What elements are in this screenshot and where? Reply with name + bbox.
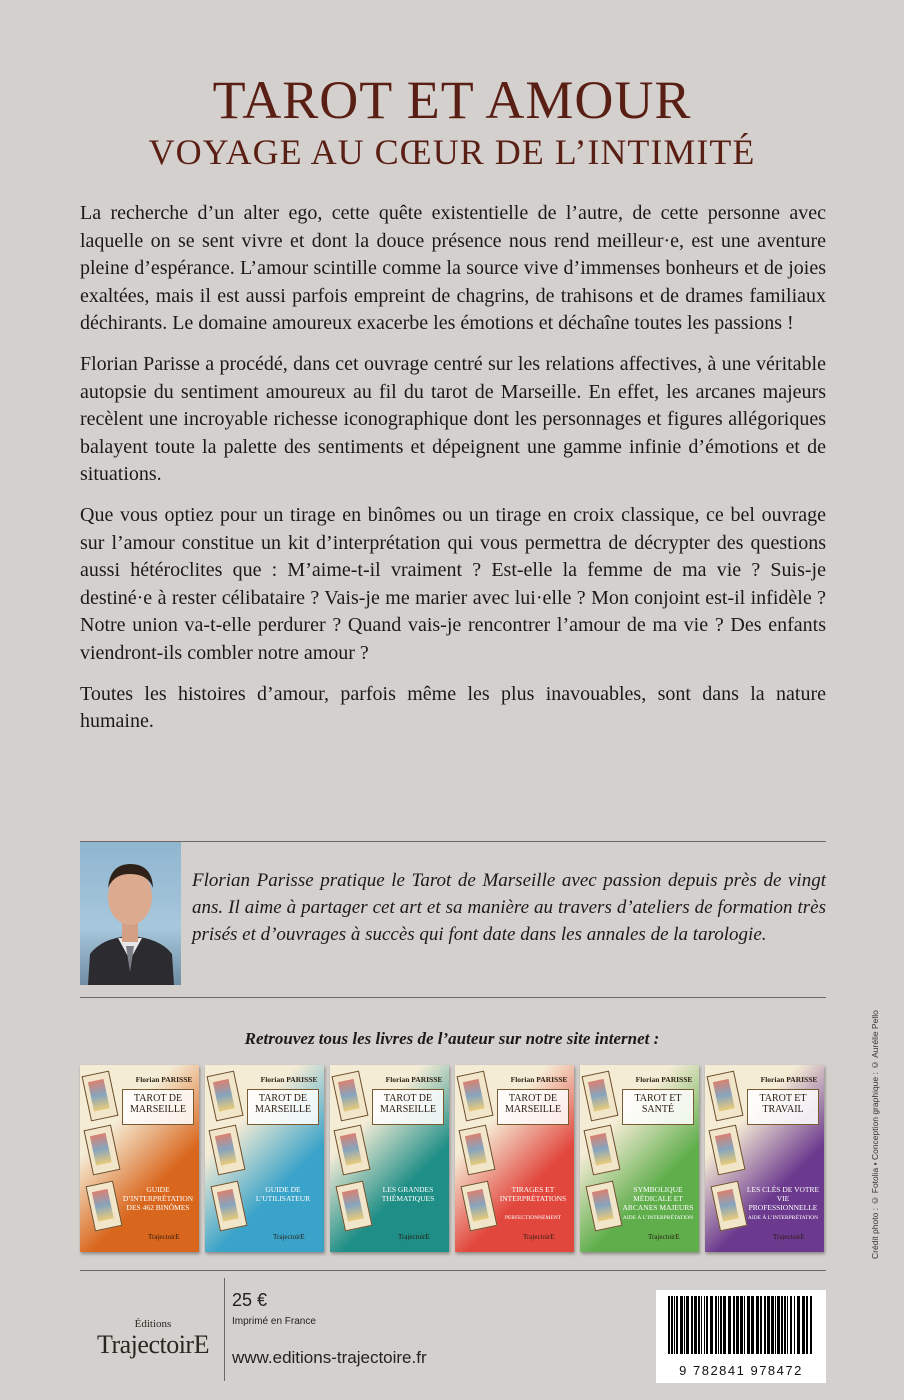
- printed-in: Imprimé en France: [232, 1316, 316, 1327]
- book-tagline: AIDE À L’INTERPRÉTATION: [622, 1215, 694, 1221]
- book-cover[interactable]: [705, 1065, 824, 1252]
- divider: [80, 997, 826, 998]
- photo-credit: Crédit photo : © Fotolia • Conception graphique : © Aurélie Pello: [870, 1010, 880, 1259]
- divider: [80, 1270, 826, 1271]
- book-publisher-mark: TrajectoirE: [273, 1233, 305, 1241]
- book-author: Florian PARISSE: [260, 1075, 318, 1084]
- book-cover[interactable]: [455, 1065, 574, 1252]
- book-publisher-mark: TrajectoirE: [648, 1233, 680, 1241]
- blurb-paragraph: La recherche d’un alter ego, cette quête existentielle de l’autre, de cette personne avec laquelle on se sent vivre et dont la douce présence nous rend meilleur·e, est une aventure pleine d’espérance. L’amour scintille comme la source vive d’immenses bonheurs et de joies exaltées, mais il est aussi parfois empreint de chagrins, de trahisons et de drames familiaux déchirants. Le domaine amoureux exacerbe les émotions et déchaîne toutes les passions !: [80, 202, 826, 335]
- book-cover[interactable]: [205, 1065, 324, 1252]
- book-author: Florian PARISSE: [385, 1075, 443, 1084]
- book-tagline: PERFECTIONNEMENT: [504, 1215, 562, 1221]
- books-heading: Retrouvez tous les livres de l’auteur sur notre site internet :: [244, 1029, 660, 1048]
- book-subtitle-label: GUIDE DE L’UTILISATEUR: [255, 1185, 311, 1203]
- back-cover-blurb: [80, 200, 826, 749]
- book-publisher-mark: TrajectoirE: [773, 1233, 805, 1241]
- book-publisher-mark: TrajectoirE: [398, 1233, 430, 1241]
- book-cover[interactable]: [80, 1065, 199, 1252]
- blurb-paragraph: Que vous optiez pour un tirage en binômes ou un tirage en croix classique, ce bel ouvrage sur l’amour constitue un kit d’interprétation qui vous permettra de décrypter des questions aussi hétéroclites que : M’aime-t-il vraiment ? Est-elle la femme de ma vie ? Suis-je destiné·e à rester célibataire ? Vais-je me marier avec lui·elle ? Mon conjoint est-il infidèle ? Notre union va-t-elle perdurer ? Quand vais-je rencontrer l’amour de ma vie ? Des enfants viendront-ils combler notre amour ?: [80, 503, 826, 664]
- book-title-label: TAROT DE MARSEILLE: [497, 1089, 569, 1125]
- book-author: Florian PARISSE: [760, 1075, 818, 1084]
- blurb-paragraph: Toutes les histoires d’amour, parfois même les plus inavouables, sont dans la nature humaine.: [80, 682, 826, 733]
- book-title-label: TAROT ET TRAVAIL: [747, 1089, 819, 1125]
- divider: [80, 841, 826, 842]
- book-subtitle-label: LES CLÉS DE VOTRE VIE PROFESSIONNELLE: [746, 1185, 820, 1212]
- book-tagline: AIDE À L’INTERPRÉTATION: [747, 1215, 819, 1221]
- book-subtitle-label: TIRAGES ET INTERPRÉTATIONS: [499, 1185, 567, 1203]
- book-author: Florian PARISSE: [135, 1075, 193, 1084]
- author-photo: [80, 842, 181, 985]
- website-link[interactable]: www.editions-trajectoire.fr: [232, 1348, 427, 1367]
- book-publisher-mark: TrajectoirE: [523, 1233, 555, 1241]
- book-cover[interactable]: [330, 1065, 449, 1252]
- blurb-paragraph: Florian Parisse a procédé, dans cet ouvrage centré sur les relations affectives, à une véritable autopsie du sentiment amoureux au fil du tarot de Marseille. En effet, les arcanes majeurs recèlent une incroyable richesse iconographique dont les personnages et figures allégoriques balayent toute la palette des sentiments et dépeignent une gamme infinie d’émotions et de situations.: [80, 352, 826, 486]
- book-subtitle-label: SYMBOLIQUE MÉDICALE ET ARCANES MAJEURS: [622, 1185, 694, 1212]
- book-author: Florian PARISSE: [510, 1075, 568, 1084]
- book-title-label: TAROT ET SANTÉ: [622, 1089, 694, 1125]
- book-subtitle: VOYAGE AU CŒUR DE L’INTIMITÉ: [148, 132, 756, 172]
- book-title-label: TAROT DE MARSEILLE: [122, 1089, 194, 1125]
- isbn-number: 9 782841 978472: [679, 1363, 803, 1378]
- book-publisher-mark: TrajectoirE: [148, 1233, 180, 1241]
- book-cover[interactable]: [580, 1065, 699, 1252]
- publisher-label: Éditions: [134, 1318, 172, 1330]
- price: 25 €: [232, 1290, 268, 1310]
- publisher-logo: TrajectoirE: [97, 1330, 209, 1359]
- book-title: TAROT ET AMOUR: [212, 70, 692, 130]
- book-subtitle-label: GUIDE D’INTERPRÉTATION DES 462 BINÔMES: [122, 1185, 194, 1212]
- footer-divider: [224, 1278, 225, 1381]
- book-title-label: TAROT DE MARSEILLE: [372, 1089, 444, 1125]
- book-author: Florian PARISSE: [635, 1075, 693, 1084]
- book-title-label: TAROT DE MARSEILLE: [247, 1089, 319, 1125]
- author-bio: Florian Parisse pratique le Tarot de Marseille avec passion depuis près de vingt ans. Il aime à partager cet art et sa manière au travers d’ateliers de formation très prisés et d’ouvrages à succès qui font date dans les annales de la tarologie.: [192, 870, 826, 945]
- book-subtitle-label: LES GRANDES THÉMATIQUES: [381, 1185, 435, 1203]
